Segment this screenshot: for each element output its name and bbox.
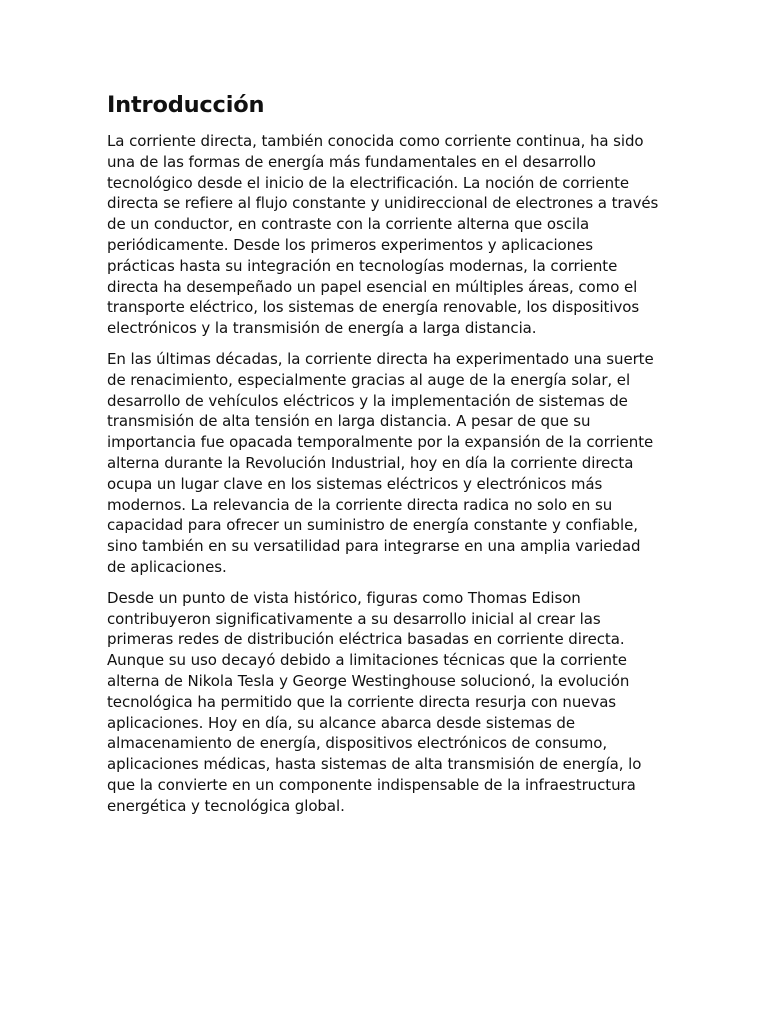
paragraph-introduction-2: En las últimas décadas, la corriente directa ha experimentado una suerte de renacimiento, especialmente gracias al auge de la energía solar, el desarrollo de vehículos eléctricos y la implementación de sistemas de transmisión de alta tensión en larga distancia. A pesar de que su importancia fue opacada temporalmente por la expansión de la corriente alterna durante la Revolución Industrial, hoy en día la corriente directa ocupa un lugar clave en los sistemas eléctricos y electrónicos más modernos. La relevancia de la corriente directa radica no solo en su capacidad para ofrecer un suministro de energía constante y confiable, sino también en su versatilidad para integrarse en una amplia variedad de aplicaciones.	[107, 349, 654, 576]
document-title: Introducción	[107, 92, 265, 118]
paragraph-introduction-1: La corriente directa, también conocida como corriente continua, ha sido una de las formas de energía más fundamentales en el desarrollo tecnológico desde el inicio de la electrificación. La noción de corriente directa se refiere al flujo constante y unidireccional de electrones a través de un conductor, en contraste con la corriente alterna que oscila periódicamente. Desde los primeros experimentos y aplicaciones prácticas hasta su integración en tecnologías modernas, la corriente directa ha desempeñado un papel esencial en múltiples áreas, como el transporte eléctrico, los sistemas de energía renovable, los dispositivos electrónicos y la transmisión de energía a larga distancia.	[107, 132, 659, 338]
paragraph-introduction-3: Desde un punto de vista histórico, figuras como Thomas Edison contribuyeron significativamente a su desarrollo inicial al crear las primeras redes de distribución eléctrica basadas en corriente directa. Aunque su uso decayó debido a limitaciones técnicas que la corriente alterna de Nikola Tesla y George Westinghouse solucionó, la evolución tecnológica ha permitido que la corriente directa resurja con nuevas aplicaciones. Hoy en día, su alcance abarca desde sistemas de almacenamiento de energía, dispositivos electrónicos de consumo, aplicaciones médicas, hasta sistemas de alta transmisión de energía, lo que la convierte en un componente indispensable de la infraestructura energética y tecnológica global.	[107, 588, 642, 815]
document-content	[107, 88, 663, 827]
